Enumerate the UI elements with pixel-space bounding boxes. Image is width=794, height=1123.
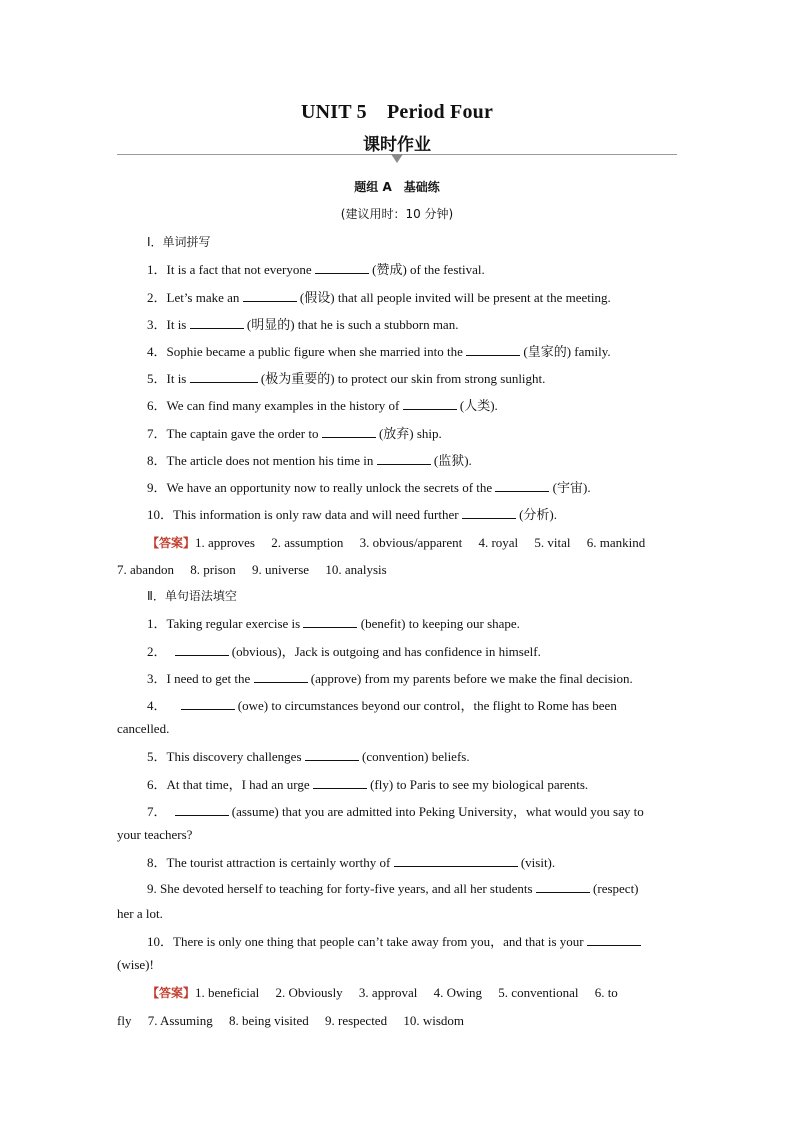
item-text: 3．It is [147,317,190,332]
section1-item [147,504,677,523]
answer-blank[interactable] [190,370,258,383]
answer-blank[interactable] [394,854,518,867]
answer-blank[interactable] [175,643,229,656]
item-text: 6．We can find many examples in the history of [147,398,403,413]
section1-heading: Ⅰ．单词拼写 [147,235,211,249]
section2-item [147,774,677,793]
section1-answers-cont: 7. abandon 8. prison 9. universe 10. analysis [117,562,387,577]
item-hint: (皇家的) family. [520,344,611,359]
section1-item [147,259,677,278]
answer-blank[interactable] [536,880,590,893]
item-text: 6．At that time，I had an urge [147,777,313,792]
item-text: 4．Sophie became a public figure when she married into the [147,344,467,359]
answer-blank[interactable] [462,506,516,519]
item-hint: (赞成) of the festival. [368,262,485,277]
item-hint: (owe) to circumstances beyond our control，the flight to Rome has been [234,698,617,713]
item-text: 10．This information is only raw data and will need further [147,507,462,522]
section2-item [147,931,677,950]
item-hint: (明显的) that he is such a stubborn man. [243,317,459,332]
answer-blank[interactable] [377,452,431,465]
section2-item [147,746,677,765]
section2-item-cont: her a lot. [117,906,163,921]
item-hint: (fly) to Paris to see my biological parents. [366,777,589,792]
answer-blank[interactable] [313,776,367,789]
section1-answers [147,532,677,551]
item-text: 1．It is a fact that not everyone [147,262,315,277]
item-hint: (分析). [515,507,557,522]
answer-blank[interactable] [181,697,235,710]
item-text: 5．It is [147,371,190,386]
section2-item [147,695,677,714]
item-hint: (convention) beliefs. [358,749,470,764]
section2-item [147,880,677,897]
section2-item [147,613,677,632]
item-hint: (人类). [456,398,498,413]
answer-blank[interactable] [190,316,244,329]
item-hint: (假设) that all people invited will be present at the meeting. [296,290,611,305]
section2-answers [147,982,677,1001]
section2-item [147,801,677,820]
item-hint: (assume) that you are admitted into Peking University，what would you say to [228,804,644,819]
item-text: 3．I need to get the [147,671,254,686]
item-hint: (approve) from my parents before we make the final decision. [307,671,633,686]
item-text: 10．There is only one thing that people can’t take away from you，and that is your [147,934,587,949]
item-text: 8．The article does not mention his time in [147,453,377,468]
item-hint: (obvious)，Jack is outgoing and has confidence in himself. [228,644,541,659]
answer-blank[interactable] [243,289,297,302]
item-text: 9. She devoted herself to teaching for forty-five years, and all her students [147,881,536,896]
section1-item [147,477,677,496]
section1-item [147,287,677,306]
answer-blank[interactable] [175,803,229,816]
section1-item [147,395,677,414]
item-text: 5．This discovery challenges [147,749,305,764]
item-hint: (放弃) ship. [375,426,442,441]
triangle-marker-icon [391,154,403,163]
answer-blank[interactable] [587,933,641,946]
section2-item [147,852,677,871]
answer-tag: 【答案】 [147,536,196,550]
item-text: 7． [147,804,167,819]
answer-tag: 【答案】 [147,986,196,1000]
item-text: 7．The captain gave the order to [147,426,322,441]
section2-item [147,668,677,687]
item-hint: (respect) [589,881,639,896]
item-hint: (benefit) to keeping our shape. [357,616,520,631]
section1-item [147,450,677,469]
page-subtitle: 课时作业 [363,135,431,155]
item-text: 9．We have an opportunity now to really unlock the secrets of the [147,480,496,495]
item-text: 2．Let’s make an [147,290,243,305]
answer-text: 1. approves 2. assumption 3. obvious/apparent 4. royal 5. vital 6. mankind [195,535,646,550]
answer-text: 1. beneficial 2. Obviously 3. approval 4. Owing 5. conventional 6. to [195,985,618,1000]
time-hint: (建议用时：10 分钟) [340,207,454,221]
item-hint: (visit). [517,855,556,870]
answer-blank[interactable] [403,397,457,410]
section1-item [147,314,677,333]
answer-blank[interactable] [466,343,520,356]
section2-answers-cont: fly 7. Assuming 8. being visited 9. respected 10. wisdom [117,1013,465,1028]
item-text: 8．The tourist attraction is certainly worthy of [147,855,394,870]
answer-blank[interactable] [495,479,549,492]
section1-item [147,368,677,387]
item-hint: (宇宙). [549,480,591,495]
item-text: 1．Taking regular exercise is [147,616,304,631]
page-title: UNIT 5 Period Four [300,101,494,123]
section1-item [147,423,677,442]
item-text: 2． [147,644,167,659]
answer-blank[interactable] [254,670,308,683]
section2-item [147,641,677,660]
section2-item-cont: cancelled. [117,721,170,736]
item-hint: (监狱). [430,453,472,468]
group-title: 题组 A 基础练 [354,180,440,194]
item-hint: (极为重要的) to protect our skin from strong sunlight. [257,371,546,386]
section2-heading: Ⅱ．单句语法填空 [147,589,237,603]
answer-blank[interactable] [315,261,369,274]
item-text: 4． [147,698,167,713]
section1-item [147,341,677,360]
answer-blank[interactable] [303,615,357,628]
section2-item-cont: (wise)! [117,957,154,972]
answer-blank[interactable] [305,748,359,761]
section2-item-cont: your teachers? [117,827,193,842]
answer-blank[interactable] [322,425,376,438]
